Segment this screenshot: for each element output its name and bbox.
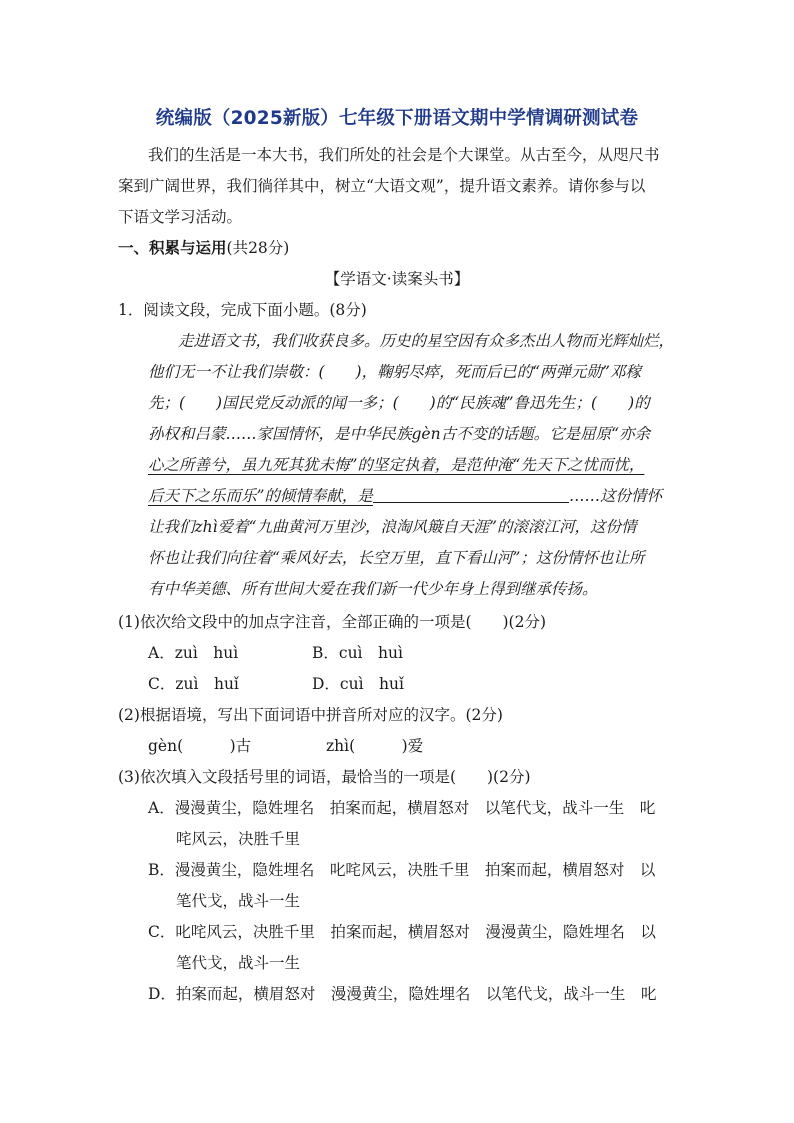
sub1-option-b: B．cuì huì: [312, 644, 403, 662]
intro-line-1: 我们的生活是一本大书，我们所处的社会是个大课堂。从古至今，从咫尺书: [148, 146, 660, 164]
sub3-option-a-line-1: A．漫漫黄尘，隐姓埋名 拍案而起，横眉怒对 以笔代戈，战斗一生 叱: [148, 799, 656, 817]
sub1-option-d: D．cuì huǐ: [312, 675, 404, 693]
section-heading: [118, 237, 289, 259]
passage-line-9: 有中华美德、所有世间大爱在我们新一代少年身上得到继承传扬。: [148, 580, 598, 598]
passage-line-6: [148, 485, 662, 507]
sub3-option-d-line-1: D．拍案而起，横眉怒对 漫漫黄尘，隐姓埋名 以笔代戈，战斗一生 叱: [148, 985, 657, 1003]
sub3-option-b-line-1: B．漫漫黄尘，隐姓埋名 叱咤风云，决胜千里 拍案而起，横眉怒对 以: [148, 861, 656, 879]
passage-line-3: 先；( )国民党反动派的闻一多；( )的“民族魂”鲁迅先生；( )的: [148, 394, 650, 412]
sub1-option-c: C．zuì huǐ: [148, 675, 239, 693]
section-subheading: 【学语文·读案头书】: [324, 270, 470, 288]
sub3-option-b-line-2: 笔代戈，战斗一生: [176, 892, 301, 910]
section-score: (共28分): [226, 239, 290, 257]
sub2-item-1: gèn( )古: [148, 737, 252, 755]
question-1-stem: 1．阅读文段，完成下面小题。(8分): [118, 301, 367, 319]
passage-line-1: 走进语文书，我们收获良多。历史的星空因有众多杰出人物而光辉灿烂，: [178, 332, 675, 350]
sub-question-1-stem: (1)依次给文段中的加点字注音，全部正确的一项是( )(2分): [118, 613, 547, 631]
sub2-item-2: zhì( )爱: [326, 737, 424, 755]
sub1-option-a: A．zuì huì: [148, 644, 239, 662]
sub3-option-c-line-2: 笔代戈，战斗一生: [176, 954, 301, 972]
passage-line-4: [148, 423, 650, 445]
passage-line-4-text: 孙权和吕蒙……家国情怀，是中华民族gèn古不变的话题。它是屈原“亦余: [148, 425, 651, 443]
passage-line-7: 让我们zhì爱着“九曲黄河万里沙，浪淘风簸自天涯”的滚滚江河，这份情: [148, 518, 637, 536]
passage-line-5: 心之所善兮，虽九死其犹未悔”的坚定执着，是范仲淹“先天下之忧而忧，: [148, 456, 645, 474]
passage-line-8: 怀也让我们向往着“乘风好去，长空万里，直下看山河”；这份情怀也让所: [148, 549, 645, 567]
sub3-option-a-line-2: 咤风云，决胜千里: [176, 830, 301, 848]
answer-blank[interactable]: [373, 486, 569, 503]
passage-line-6-tail: ……这份情怀: [568, 487, 662, 505]
sub3-option-c-line-1: C．叱咤风云，决胜千里 拍案而起，横眉怒对 漫漫黄尘，隐姓埋名 以: [148, 923, 656, 941]
passage-line-2: 他们无一不让我们崇敬：( )，鞠躬尽瘁，死而后已的“两弹元勋”邓稼: [148, 363, 641, 381]
intro-line-3: 下语文学习活动。: [118, 208, 243, 226]
intro-line-2: 案到广阔世界，我们徜徉其中，树立“大语文观”，提升语文素养。请你参与以: [118, 177, 646, 195]
sub-question-3-stem: (3)依次填入文段括号里的词语，最恰当的一项是( )(2分): [118, 768, 531, 786]
section-title: 一、积累与运用: [118, 239, 227, 257]
sub-question-2-stem: (2)根据语境，写出下面词语中拼音所对应的汉字。(2分): [118, 706, 503, 724]
page-title: 统编版（2025新版）七年级下册语文期中学情调研测试卷: [155, 108, 639, 129]
passage-line-6-text: 后天下之乐而乐”的倾情奉献，是: [148, 487, 373, 505]
